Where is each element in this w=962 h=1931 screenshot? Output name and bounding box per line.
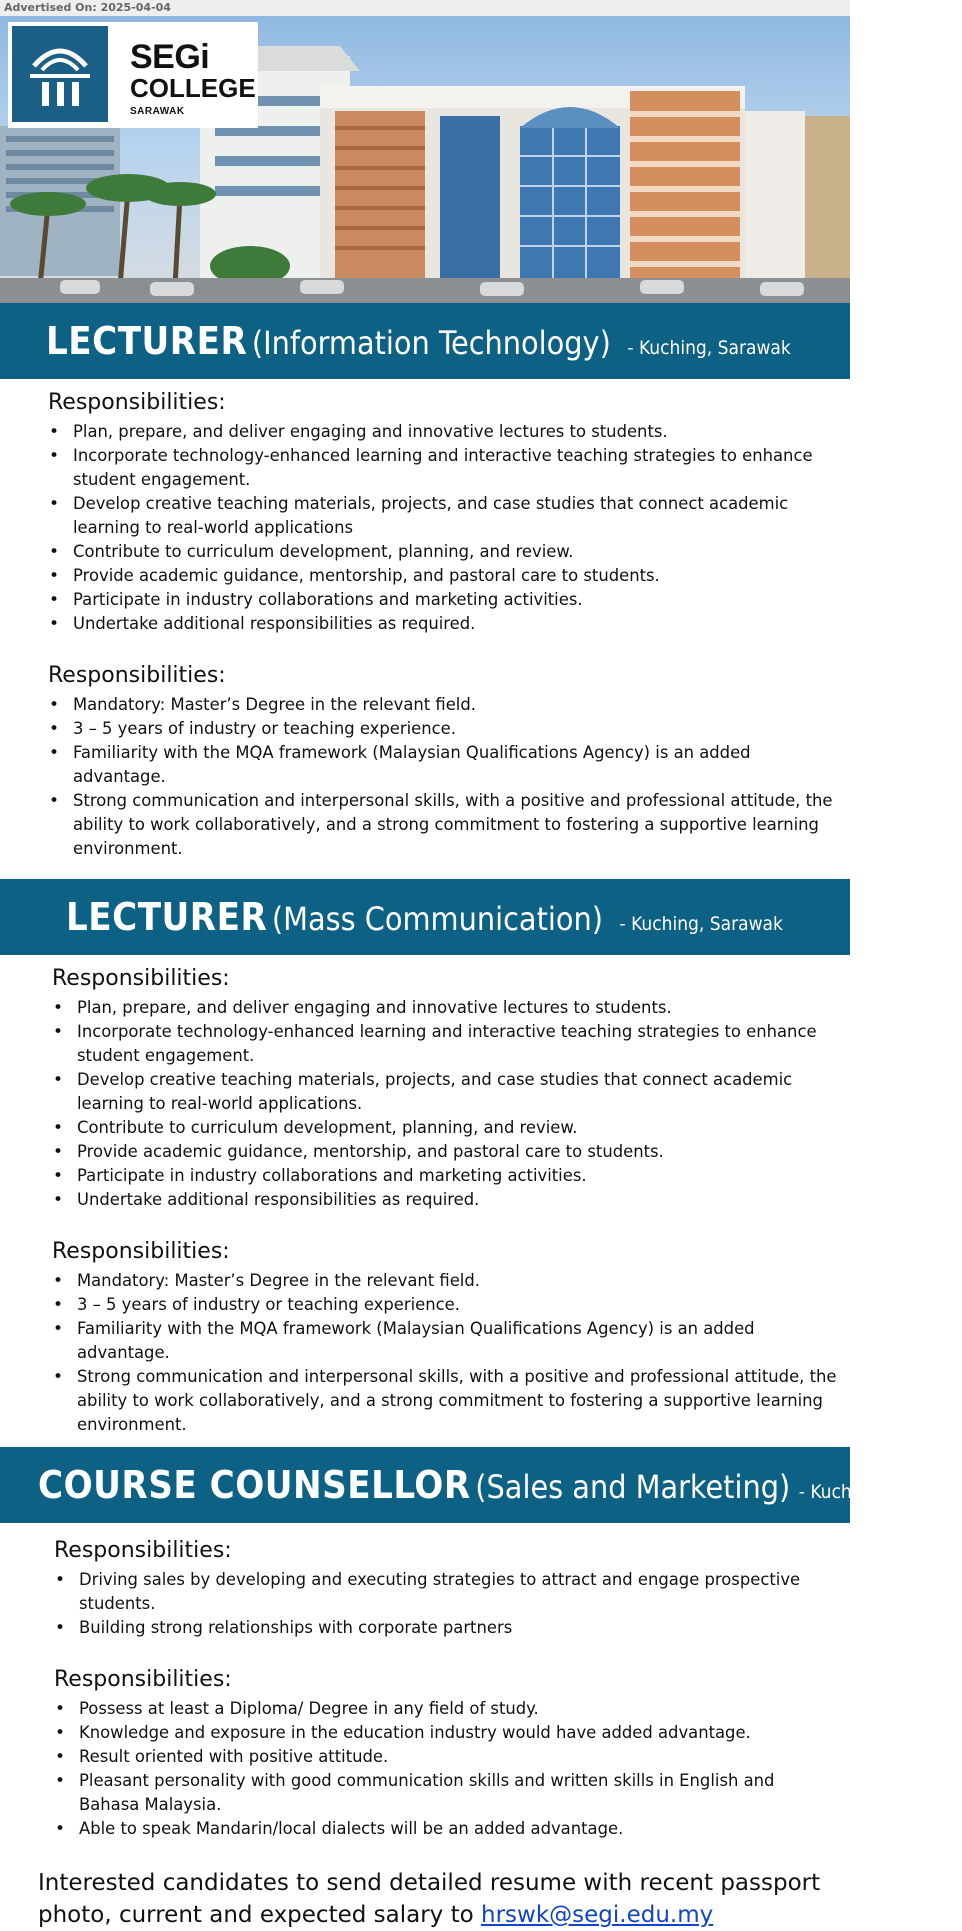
- list-item: • Contribute to curriculum development, planning, and review.: [48, 540, 844, 564]
- footer-text: Interested candidates to send detailed resume with recent passport photo, current and expected salary to: [38, 1870, 821, 1928]
- job-section-mass-comm: [0, 955, 850, 1447]
- logo-line-2: COLLEGE: [130, 73, 256, 103]
- segi-emblem-icon: [12, 26, 108, 122]
- job-title: LECTURER: [66, 895, 268, 939]
- logo-line-1: SEGi: [130, 38, 210, 76]
- job-location: - Kuching, Sarawak: [627, 337, 791, 359]
- list-item: • 3 – 5 years of industry or teaching experience.: [52, 1293, 846, 1317]
- responsibilities-list: [48, 420, 844, 636]
- list-item: • Driving sales by developing and executing strategies to attract and engage prospective students.: [54, 1568, 810, 1616]
- job-location: - Kuching, Sarawak: [619, 913, 783, 935]
- list-item: • Undertake additional responsibilities as required.: [52, 1188, 846, 1212]
- application-instructions: [0, 1867, 850, 1931]
- section-heading: Responsibilities:: [54, 1667, 232, 1692]
- list-item: • Provide academic guidance, mentorship, and pastoral care to students.: [48, 564, 844, 588]
- list-item: • Mandatory: Master’s Degree in the relevant field.: [48, 693, 844, 717]
- list-item: • Undertake additional responsibilities as required.: [48, 612, 844, 636]
- list-item: • Contribute to curriculum development, planning, and review.: [52, 1116, 846, 1140]
- list-item: • Provide academic guidance, mentorship, and pastoral care to students.: [52, 1140, 846, 1164]
- list-item: • Result oriented with positive attitude.: [54, 1745, 810, 1769]
- segi-logo: [8, 22, 258, 128]
- job-banner-course-counsellor: [0, 1447, 962, 1523]
- list-item: • Able to speak Mandarin/local dialects will be an added advantage.: [54, 1817, 810, 1841]
- job-title: COURSE COUNSELLOR: [38, 1463, 471, 1507]
- list-item: • Develop creative teaching materials, projects, and case studies that connect academic learning to real-world applications: [48, 492, 844, 540]
- campus-hero-image: [0, 16, 850, 303]
- job-section-it: [0, 379, 850, 879]
- list-item: • Incorporate technology-enhanced learning and interactive teaching strategies to enhance student engagement.: [52, 1020, 846, 1068]
- job-subtitle: (Mass Communication): [271, 900, 603, 938]
- list-item: • Plan, prepare, and deliver engaging and innovative lectures to students.: [48, 420, 844, 444]
- job-banner-mass-comm: [0, 879, 850, 955]
- job-subtitle: (Sales and Marketing): [475, 1468, 791, 1506]
- list-item: • Strong communication and interpersonal skills, with a positive and professional attitude, the ability to work collaboratively, and a strong commitment to fostering a supportive learning environment.: [52, 1365, 846, 1437]
- list-item: • Participate in industry collaborations and marketing activities.: [52, 1164, 846, 1188]
- list-item: • Knowledge and exposure in the education industry would have added advantage.: [54, 1721, 810, 1745]
- list-item: • Participate in industry collaborations and marketing activities.: [48, 588, 844, 612]
- job-banner-it: [0, 303, 850, 379]
- responsibilities-list: [52, 996, 846, 1212]
- requirements-list: [52, 1269, 846, 1437]
- logo-line-3: SARAWAK: [130, 106, 185, 117]
- section-heading: Responsibilities:: [54, 1538, 232, 1563]
- section-heading: Responsibilities:: [52, 966, 230, 991]
- email-link[interactable]: hrswk@segi.edu.my: [481, 1902, 714, 1928]
- list-item: • Mandatory: Master’s Degree in the relevant field.: [52, 1269, 846, 1293]
- list-item: • Familiarity with the MQA framework (Malaysian Qualifications Agency) is an added advantage.: [52, 1317, 846, 1365]
- list-item: • 3 – 5 years of industry or teaching experience.: [48, 717, 844, 741]
- section-heading: Responsibilities:: [48, 663, 226, 688]
- list-item: • Strong communication and interpersonal skills, with a positive and professional attitude, the ability to work collaboratively, and a strong commitment to fostering a supportive learning environment.: [48, 789, 844, 861]
- requirements-list: [54, 1697, 810, 1841]
- list-item: • Familiarity with the MQA framework (Malaysian Qualifications Agency) is an added advantage.: [48, 741, 844, 789]
- job-section-course-counsellor: [0, 1523, 850, 1841]
- job-location: - Kuching, Sarawak: [798, 1481, 962, 1503]
- list-item: • Incorporate technology-enhanced learning and interactive teaching strategies to enhance student engagement.: [48, 444, 844, 492]
- job-title: LECTURER: [46, 319, 248, 363]
- requirements-list: [48, 693, 844, 861]
- list-item: • Pleasant personality with good communication skills and written skills in English and Bahasa Malaysia.: [54, 1769, 810, 1817]
- section-heading: Responsibilities:: [52, 1239, 230, 1264]
- section-heading: Responsibilities:: [48, 390, 226, 415]
- list-item: • Possess at least a Diploma/ Degree in any field of study.: [54, 1697, 810, 1721]
- job-subtitle: (Information Technology): [251, 324, 611, 362]
- list-item: • Building strong relationships with corporate partners: [54, 1616, 810, 1640]
- advertised-date: Advertised On: 2025-04-04: [0, 0, 850, 16]
- list-item: • Develop creative teaching materials, projects, and case studies that connect academic learning to real-world applications.: [52, 1068, 846, 1116]
- responsibilities-list: [54, 1568, 810, 1640]
- list-item: • Plan, prepare, and deliver engaging and innovative lectures to students.: [52, 996, 846, 1020]
